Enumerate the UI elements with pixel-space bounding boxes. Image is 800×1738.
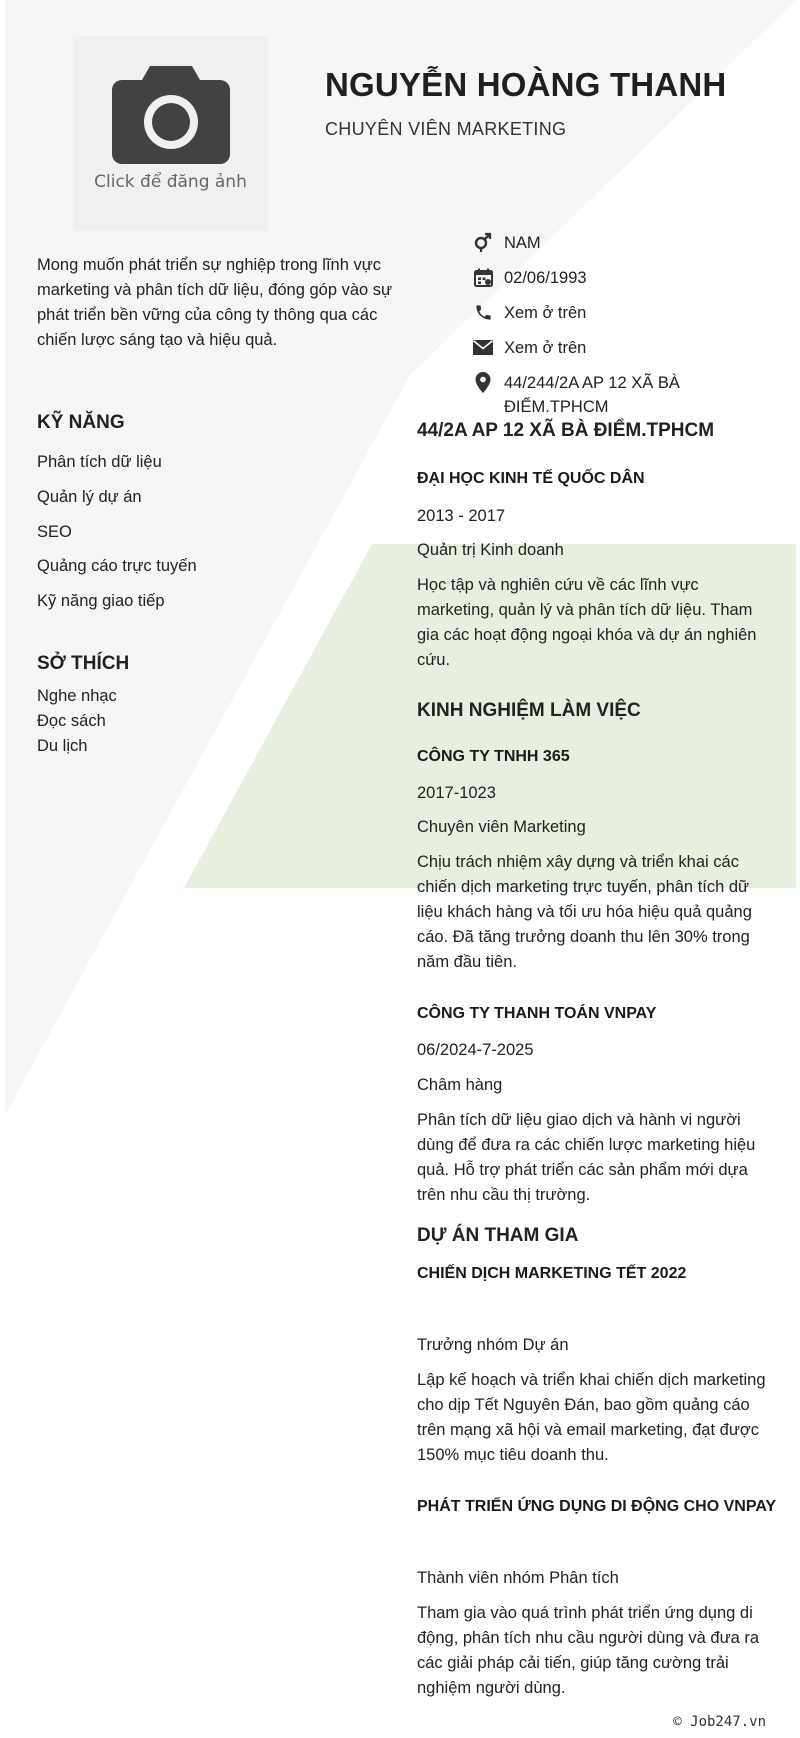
education-period: 2013 - 2017	[417, 507, 506, 525]
hobby-item: Du lịch	[37, 737, 88, 755]
contact-gender	[472, 231, 772, 255]
experience-period: 2017-1023	[417, 784, 496, 802]
skill-item: Quản lý dự án	[37, 488, 142, 506]
experience-company: CÔNG TY TNHH 365	[417, 748, 570, 765]
phone-value: Xem ở trên	[504, 304, 587, 322]
contact-email	[472, 336, 772, 360]
skill-item: Kỹ năng giao tiếp	[37, 592, 165, 610]
contact-dob	[472, 266, 772, 290]
project-name: PHÁT TRIỂN ỨNG DỤNG DI ĐỘNG CHO VNPAY	[417, 1498, 777, 1515]
candidate-name: NGUYỄN HOÀNG THANH	[325, 66, 727, 103]
experience-position: Châm hàng	[417, 1076, 503, 1094]
address-value: 44/244/2A AP 12 XÃ BÀ ĐIỂM.TPHCM	[504, 374, 680, 416]
education-major: Quản trị Kinh doanh	[417, 541, 564, 559]
experience-description: Chịu trách nhiệm xây dựng và triển khai các chiến dịch marketing trực tuyến, phân tích dữ liệu khách hàng và tối ưu hóa hiệu quả quảng cáo. Đã tăng trưởng doanh thu lên 30% trong năm đầu tiên.	[417, 853, 752, 971]
experience-heading: KINH NGHIỆM LÀM VIỆC	[417, 700, 641, 721]
hobby-item: Nghe nhạc	[37, 687, 117, 705]
experience-position: Chuyên viên Marketing	[417, 818, 586, 836]
skill-item: SEO	[37, 523, 72, 541]
contact-phone	[472, 301, 772, 325]
dob-value: 02/06/1993	[504, 269, 587, 287]
calendar-icon	[472, 266, 494, 288]
map-pin-icon	[472, 371, 494, 393]
project-role: Thành viên nhóm Phân tích	[417, 1569, 619, 1587]
phone-icon	[472, 301, 494, 323]
footer-watermark: © Job247.vn	[673, 1714, 766, 1730]
project-description: Tham gia vào quá trình phát triển ứng dụng di động, phân tích nhu cầu người dùng và đưa ra các giải pháp cải tiến, giúp tăng cường trải nghiệm người dùng.	[417, 1604, 760, 1697]
education-school: ĐẠI HỌC KINH TẾ QUỐC DÂN	[417, 470, 645, 487]
education-heading: 44/2A AP 12 XÃ BÀ ĐIỂM.TPHCM	[417, 420, 715, 441]
hobbies-heading: SỞ THÍCH	[37, 653, 130, 674]
project-description: Lập kế hoạch và triển khai chiến dịch marketing cho dịp Tết Nguyên Đán, bao gồm quảng cáo trên mạng xã hội và email marketing, đạt được 150% mục tiêu doanh thu.	[417, 1371, 766, 1464]
experience-description: Phân tích dữ liệu giao dịch và hành vi người dùng để đưa ra các chiến lược marketing hiệu quả. Hỗ trợ phát triển các sản phẩm mới dựa trên nhu cầu thị trường.	[417, 1111, 756, 1204]
photo-upload-placeholder[interactable]	[73, 36, 268, 231]
candidate-title: CHUYÊN VIÊN MARKETING	[325, 119, 567, 139]
camera-icon	[112, 64, 230, 164]
experience-company: CÔNG TY THANH TOÁN VNPAY	[417, 1005, 657, 1022]
projects-heading: DỰ ÁN THAM GIA	[417, 1225, 579, 1246]
hobby-item: Đọc sách	[37, 712, 106, 730]
email-value: Xem ở trên	[504, 339, 587, 357]
education-description: Học tập và nghiên cứu về các lĩnh vực marketing, quản lý và phân tích dữ liệu. Tham gia các hoạt động ngoại khóa và dự án nghiên cứu.	[417, 576, 757, 669]
gender-icon	[472, 231, 494, 253]
experience-period: 06/2024-7-2025	[417, 1041, 534, 1059]
project-name: CHIẾN DỊCH MARKETING TẾT 2022	[417, 1265, 687, 1282]
envelope-icon	[472, 336, 494, 358]
skill-item: Quảng cáo trực tuyến	[37, 557, 197, 575]
photo-caption: Click để đăng ảnh	[94, 172, 247, 192]
skills-heading: KỸ NĂNG	[37, 412, 125, 433]
career-objective: Mong muốn phát triển sự nghiệp trong lĩnh vực marketing và phân tích dữ liệu, đóng góp vào sự phát triển bền vững của công ty thông qua các chiến lược sáng tạo và hiệu quả.	[37, 256, 393, 349]
project-role: Trưởng nhóm Dự án	[417, 1336, 569, 1354]
contact-address	[472, 371, 772, 419]
gender-value: NAM	[504, 234, 541, 252]
skill-item: Phân tích dữ liệu	[37, 453, 162, 471]
